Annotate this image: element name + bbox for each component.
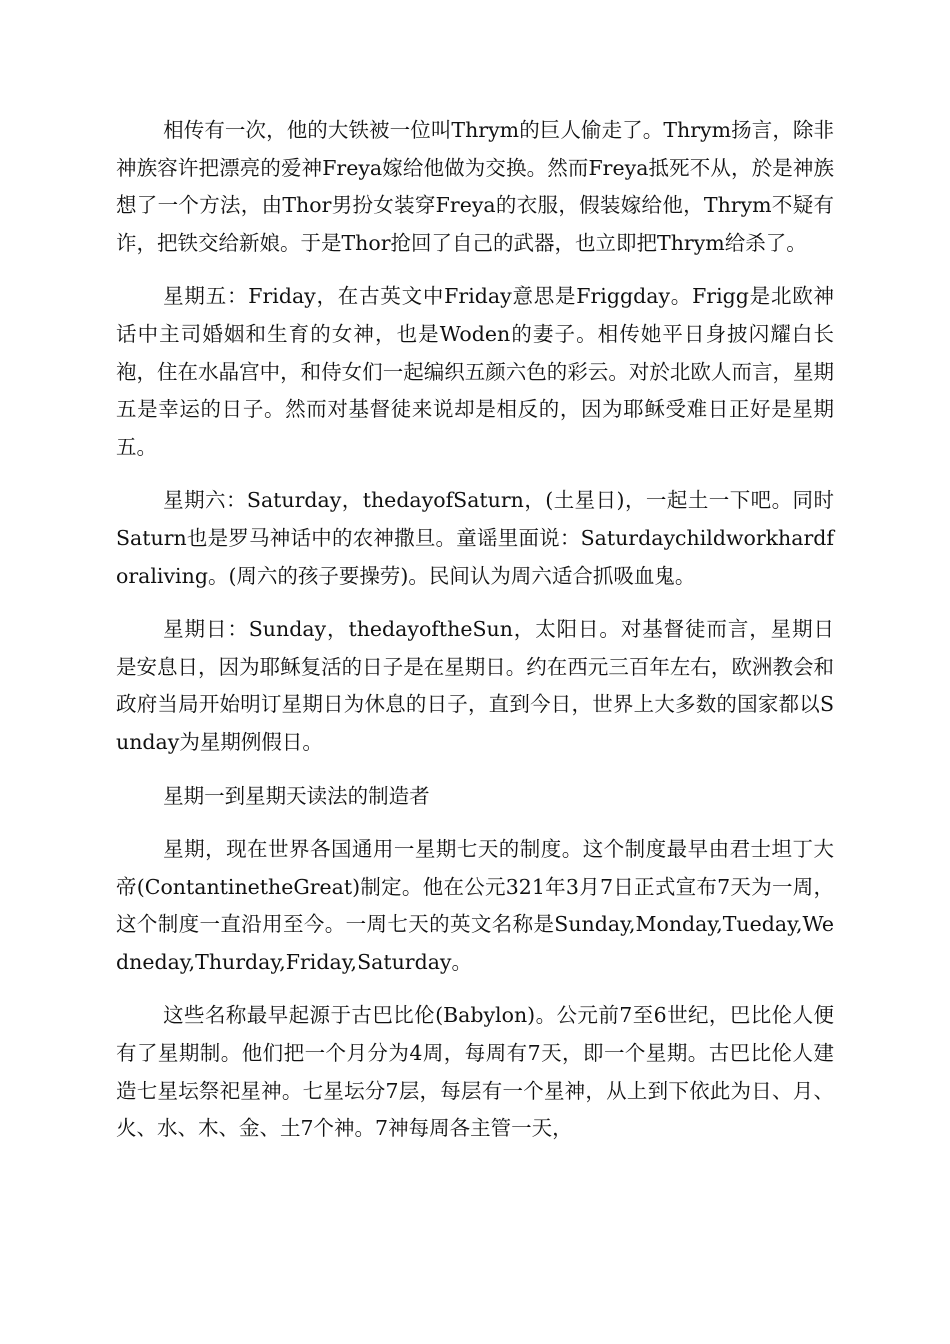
paragraph-saturday: 星期六：Saturday，thedayofSaturn，(土星日)，一起土一下吧。同时Saturn也是罗马神话中的农神撒旦。童谣里面说：Saturdaychildworkhardforaliving。(周六的孩子要操劳)。民间认为周六适合抓吸血鬼。 [116, 488, 834, 588]
document-page [116, 112, 834, 1164]
paragraph-thor-thrym: 相传有一次，他的大铁被一位叫Thrym的巨人偷走了。Thrym扬言，除非神族容许把漂亮的爱神Freya嫁给他做为交换。然而Freya抵死不从，於是神族想了一个方法，由Thor男扮女装穿Freya的衣服，假装嫁给他，Thrym不疑有诈，把铁交给新娘。于是Thor抢回了自己的武器，也立即把Thrym给杀了。 [116, 118, 834, 255]
paragraph-friday: 星期五：Friday，在古英文中Friday意思是Friggday。Frigg是北欧神话中主司婚姻和生育的女神，也是Woden的妻子。相传她平日身披闪耀白长袍，住在水晶宫中，和侍女们一起编织五颜六色的彩云。对於北欧人而言，星期五是幸运的日子。然而对基督徒来说却是相反的，因为耶稣受难日正好是星期五。 [116, 284, 834, 459]
section-heading-week-names-origin: 星期一到星期天读法的制造者 [163, 783, 430, 808]
paragraph-week-system: 星期，现在世界各国通用一星期七天的制度。这个制度最早由君士坦丁大帝(ContantinetheGreat)制定。他在公元321年3月7日正式宣布7天为一周，这个制度一直沿用至今。一周七天的英文名称是Sunday,Monday,Tueday,Wedneday,Thurday,Friday,Saturday。 [116, 837, 834, 974]
paragraph-babylon-origin: 这些名称最早起源于古巴比伦(Babylon)。公元前7至6世纪，巴比伦人便有了星期制。他们把一个月分为4周，每周有7天，即一个星期。古巴比伦人建造七星坛祭祀星神。七星坛分7层，每层有一个星神，从上到下依此为日、月、火、水、木、金、土7个神。7神每周各主管一天， [116, 1003, 834, 1141]
paragraph-sunday: 星期日：Sunday，thedayoftheSun，太阳日。对基督徒而言，星期日是安息日，因为耶稣复活的日子是在星期日。约在西元三百年左右，欧洲教会和政府当局开始明订星期日为休息的日子，直到今日，世界上大多数的国家都以Sunday为星期例假日。 [116, 617, 834, 754]
